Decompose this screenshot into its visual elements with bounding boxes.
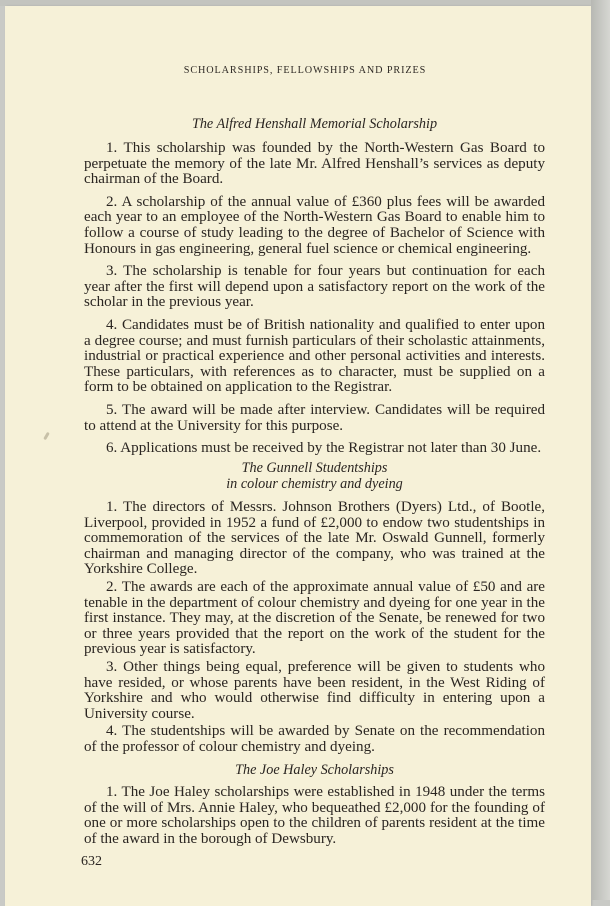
paragraph: 2. A scholarship of the annual value of £360 plus fees will be awarded each year to an employee of the North-Western Gas Board to enable him to follow a course of study leading to the degree of Bachelor of Science with Honours in gas engineering, general fuel science or chemical engineering.	[84, 193, 545, 257]
running-head: SCHOLARSHIPS, FELLOWSHIPS AND PRIZES	[183, 65, 427, 76]
paragraph: 4. The studentships will be awarded by Senate on the recommendation of the professor of colour chemistry and dyeing.	[84, 723, 545, 755]
paragraph: 1. This scholarship was founded by the North-Western Gas Board to perpetuate the memory of the late Mr. Alfred Henshall’s services as deputy chairman of the Board.	[84, 140, 545, 188]
section-body-henshall	[84, 141, 545, 457]
paragraph: 5. The award will be made after interview. Candidates will be required to attend at the University for this purpose.	[84, 401, 545, 434]
paragraph: 4. Candidates must be of British nationality and qualified to enter upon a degree course; and must furnish particulars of their scholastic attainments, industrial or practical experience and other personal activities and interests. These particulars, with references as to character, must be supplied on a form to be obtained on application to the Registrar.	[84, 316, 545, 396]
paragraph: 3. The scholarship is tenable for four years but continuation for each year after the first will depend upon a satisfactory report on the work of the scholar in the previous year.	[84, 263, 545, 311]
section-subtitle-gunnell: in colour chemistry and dyeing	[226, 476, 403, 492]
paragraph: 6. Applications must be received by the Registrar not later than 30 June.	[106, 440, 542, 457]
paragraph: 1. The Joe Haley scholarships were established in 1948 under the terms of the will of Mrs. Annie Haley, who bequeathed £2,000 for the founding of one or more scholarships open to the children of parents resident at the time of the award in the borough of Dewsbury.	[84, 784, 545, 847]
paragraph: 2. The awards are each of the approximate annual value of £50 and are tenable in the department of colour chemistry and dyeing for one year in the first instance. They may, at the discretion of the Senate, be renewed for two or three years provided that the report on the work of the student for the previous year is satisfactory.	[84, 578, 545, 658]
section-title-henshall: The Alfred Henshall Memorial Scholarship	[191, 116, 438, 132]
paragraph: 1. The directors of Messrs. Johnson Brothers (Dyers) Ltd., of Bootle, Liverpool, provided in 1952 a fund of £2,000 to endow two studentships in commemoration of the services of the late Mr. Oswald Gunnell, formerly chairman and managing director of the company, who was trained at the Yorkshire College.	[84, 499, 545, 578]
section-body-gunnell	[84, 500, 545, 756]
section-title-gunnell: The Gunnell Studentships	[241, 460, 388, 476]
paragraph: 3. Other things being equal, preference will be given to students who have resided, or whose parents have been resident, in the West Riding of Yorkshire and who would otherwise find difficulty in entering upon a University course.	[84, 658, 545, 722]
section-body-haley	[84, 785, 545, 847]
page-number: 632	[81, 854, 102, 869]
section-title-haley: The Joe Haley Scholarships	[235, 762, 394, 778]
scan-right-edge	[591, 0, 610, 900]
